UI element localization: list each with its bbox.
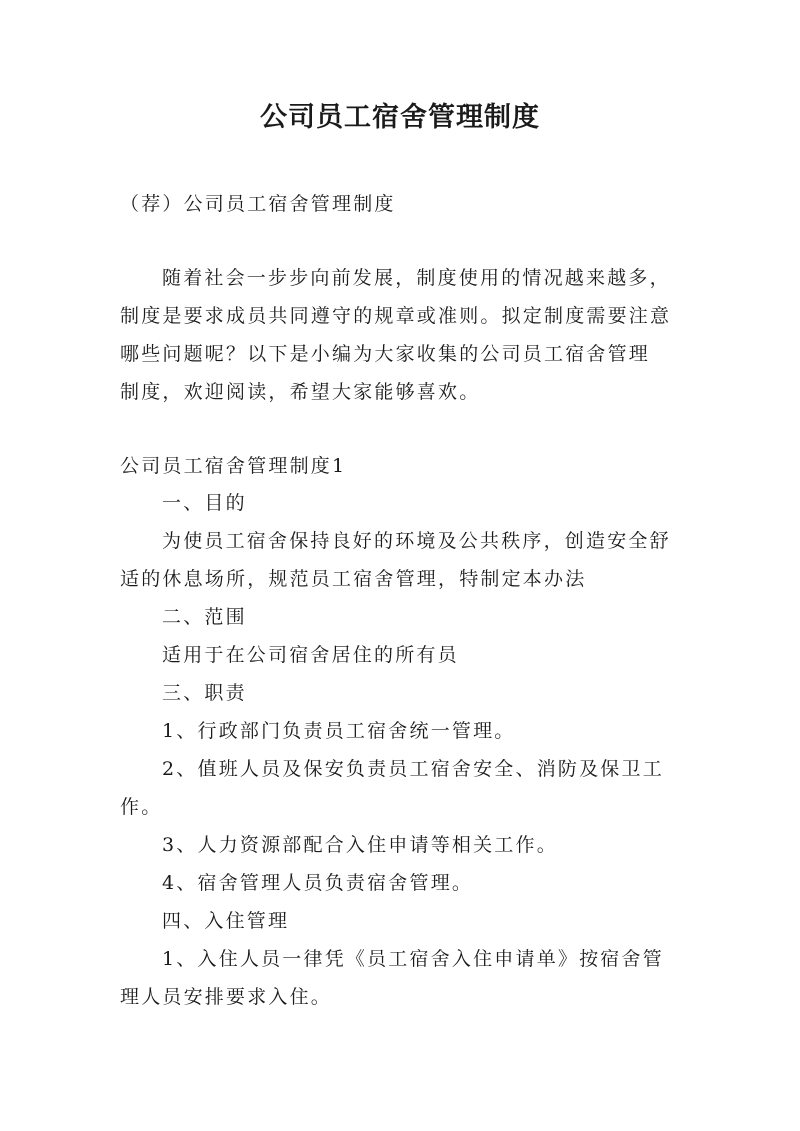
- section-heading: 公司员工宿舍管理制度1: [120, 455, 347, 477]
- body-line: 4、宿舍管理人员负责宿舍管理。: [162, 872, 474, 894]
- document-subtitle: （荐）公司员工宿舍管理制度: [120, 193, 396, 215]
- body-line: 3、人力资源部配合入住申请等相关工作。: [162, 834, 558, 856]
- body-line: 三、职责: [162, 682, 247, 704]
- intro-line: 哪些问题呢？以下是小编为大家收集的公司员工宿舍管理: [120, 343, 651, 365]
- body-line: 一、目的: [162, 492, 247, 514]
- body-line: 作。: [120, 796, 163, 818]
- body-line: 2、值班人员及保安负责员工宿舍安全、消防及保卫工: [162, 758, 664, 780]
- intro-line: 制度，欢迎阅读，希望大家能够喜欢。: [120, 381, 481, 403]
- document-title: 公司员工宿舍管理制度: [260, 102, 540, 133]
- body-line: 为使员工宿舍保持良好的环境及公共秩序，创造安全舒: [162, 530, 671, 552]
- intro-line: 制度是要求成员共同遵守的规章或准则。拟定制度需要注意: [120, 305, 672, 327]
- body-line: 1、入住人员一律凭《员工宿舍入住申请单》按宿舍管: [162, 948, 664, 970]
- intro-line: 随着社会一步步向前发展，制度使用的情况越来越多，: [162, 267, 671, 289]
- body-line: 理人员安排要求入住。: [120, 986, 333, 1008]
- body-line: 适的休息场所，规范员工宿舍管理，特制定本办法: [120, 568, 587, 590]
- body-line: 二、范围: [162, 606, 247, 628]
- body-line: 1、行政部门负责员工宿舍统一管理。: [162, 720, 516, 742]
- body-line: 四、入住管理: [162, 910, 290, 932]
- body-line: 适用于在公司宿舍居住的所有员: [162, 644, 459, 666]
